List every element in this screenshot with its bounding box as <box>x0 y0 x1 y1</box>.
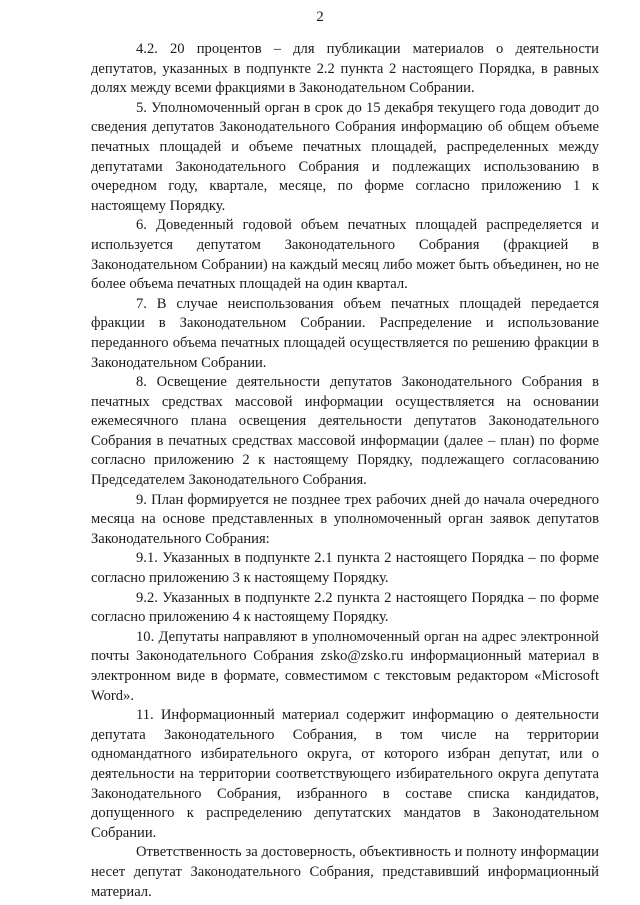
paragraph-9-1: 9.1. Указанных в подпункте 2.1 пункта 2 настоящего Порядка – по форме согласно приложению 3 к настоящему Порядку. <box>91 550 599 587</box>
paragraph-7: 7. В случае неиспользования объем печатных площадей передается фракции в Законодательном Собрании. Распределение и использование переданного объема печатных площадей осуществляется по решению фракции в Законодательном Собрании. <box>91 295 599 371</box>
paragraph-6: 6. Доведенный годовой объем печатных площадей распределяется и используется депутатом Законодательного Собрания (фракцией в Законодательном Собрании) на каждый месяц либо может быть объединен, но не более объема печатных площадей на один квартал. <box>91 217 599 293</box>
paragraph-4-2: 4.2. 20 процентов – для публикации материалов о деятельности депутатов, указанных в подпункте 2.2 пункта 2 настоящего Порядка, в равных долях между всеми фракциями в Законодательном Собрании. <box>91 41 599 97</box>
paragraph-9-2: 9.2. Указанных в подпункте 2.2 пункта 2 настоящего Порядка – по форме согласно приложению 4 к настоящему Порядку. <box>91 589 599 626</box>
paragraph-8: 8. Освещение деятельности депутатов Законодательного Собрания в печатных средствах массовой информации осуществляется на основании ежемесячного плана освещения деятельности депутатов Законодательного Собрания в печатных средствах массовой информации (далее – план) по форме согласно приложению 2 к настоящему Порядку, подлежащего согласованию Председателем Законодательного Собрания. <box>91 374 599 489</box>
paragraph-11: 11. Информационный материал содержит информацию о деятельности депутата Законодательного Собрания, в том числе на территории одномандатного избирательного округа, от которого избран депутат, или о деятельности на территории соответствующего избирательного округа депутата Законодательного Собрания, избранного в составе списка кандидатов, допущенного к распределению депутатских мандатов в Законодательном Собрании. <box>91 707 599 841</box>
page-number: 2 <box>316 9 324 25</box>
paragraph-10: 10. Депутаты направляют в уполномоченный орган на адрес электронной почты Законодательного Собрания zsko@zsko.ru информационный материал в электронном виде в формате, совместимом с текстовым редактором «Microsoft Word». <box>91 628 599 704</box>
paragraph-5: 5. Уполномоченный орган в срок до 15 декабря текущего года доводит до сведения депутатов Законодательного Собрания информацию об общем объеме печатных площадей и объеме печатных площадей, распределенных между депутатами Законодательного Собрания и подлежащих использованию в очередном году, квартале, месяце, по форме согласно приложению 1 к настоящему Порядку. <box>91 99 599 214</box>
document-body <box>91 40 599 902</box>
paragraph-9: 9. План формируется не позднее трех рабочих дней до начала очередного месяца на основе представленных в уполномоченный орган заявок депутатов Законодательного Собрания: <box>91 491 599 547</box>
paragraph-responsibility: Ответственность за достоверность, объективность и полноту информации несет депутат Законодательного Собрания, представивший информационный материал. <box>91 844 599 900</box>
